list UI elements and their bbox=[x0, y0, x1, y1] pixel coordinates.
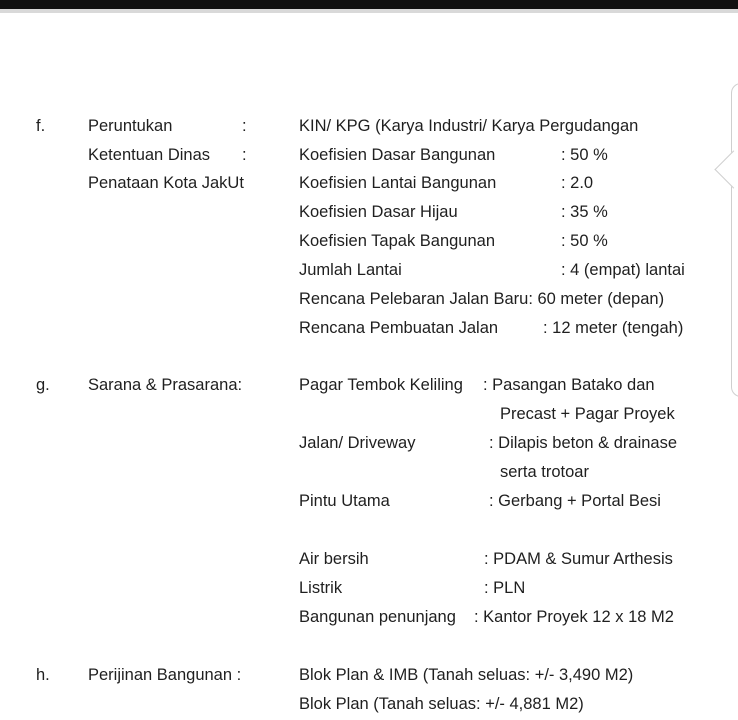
driveway-value: : Dilapis beton & drainase bbox=[489, 434, 678, 452]
side-panel-handle[interactable] bbox=[731, 83, 738, 397]
water-value: : PDAM & Sumur Arthesis bbox=[484, 550, 673, 568]
permit-line-1: Blok Plan & IMB (Tanah seluas: +/- 3,490 M2) bbox=[299, 666, 634, 684]
section-f-main-value: KIN/ KPG (Karya Industri/ Karya Pergudangan bbox=[299, 117, 639, 135]
driveway-value-line-2: serta trotoar bbox=[500, 463, 589, 481]
section-f-letter: f. bbox=[36, 117, 46, 135]
top-divider bbox=[0, 9, 738, 13]
ktb-label: Koefisien Tapak Bangunan bbox=[299, 232, 496, 250]
section-h-label: Perijinan Bangunan : bbox=[88, 666, 242, 684]
electricity-value: : PLN bbox=[484, 579, 526, 597]
top-bar bbox=[0, 0, 738, 9]
support-building-value: : Kantor Proyek 12 x 18 M2 bbox=[474, 608, 674, 626]
road-widening-text: Rencana Pelebaran Jalan Baru: 60 meter (depan) bbox=[299, 290, 665, 308]
driveway-label: Jalan/ Driveway bbox=[299, 434, 416, 452]
section-g-letter: g. bbox=[36, 376, 50, 394]
klb-value: : 2.0 bbox=[561, 174, 594, 192]
section-g-label: Sarana & Prasarana: bbox=[88, 376, 243, 394]
kdh-label: Koefisien Dasar Hijau bbox=[299, 203, 458, 221]
kdb-label: Koefisien Dasar Bangunan bbox=[299, 146, 496, 164]
main-gate-value: : Gerbang + Portal Besi bbox=[489, 492, 661, 510]
section-f-colon-2: : bbox=[242, 146, 247, 164]
floors-value: : 4 (empat) lantai bbox=[561, 261, 685, 279]
section-f-label-line-1: Peruntukan bbox=[88, 117, 173, 135]
electricity-label: Listrik bbox=[299, 579, 343, 597]
permit-line-2: Blok Plan (Tanah seluas: +/- 4,881 M2) bbox=[299, 695, 584, 713]
klb-label: Koefisien Lantai Bangunan bbox=[299, 174, 497, 192]
main-gate-label: Pintu Utama bbox=[299, 492, 390, 510]
section-f-colon-1: : bbox=[242, 117, 247, 135]
section-h-letter: h. bbox=[36, 666, 50, 684]
road-building-value: : 12 meter (tengah) bbox=[543, 319, 684, 337]
fence-label: Pagar Tembok Keliling bbox=[299, 376, 463, 394]
chevron-left-icon[interactable] bbox=[714, 150, 738, 188]
floors-label: Jumlah Lantai bbox=[299, 261, 402, 279]
water-label: Air bersih bbox=[299, 550, 369, 568]
support-building-label: Bangunan penunjang bbox=[299, 608, 456, 626]
section-f-label-line-3: Penataan Kota JakUt bbox=[88, 174, 244, 192]
fence-value-line-2: Precast + Pagar Proyek bbox=[500, 405, 675, 423]
ktb-value: : 50 % bbox=[561, 232, 608, 250]
section-f-label-line-2: Ketentuan Dinas bbox=[88, 146, 211, 164]
road-building-label: Rencana Pembuatan Jalan bbox=[299, 319, 499, 337]
kdh-value: : 35 % bbox=[561, 203, 608, 221]
fence-value: : Pasangan Batako dan bbox=[483, 376, 655, 394]
kdb-value: : 50 % bbox=[561, 146, 608, 164]
